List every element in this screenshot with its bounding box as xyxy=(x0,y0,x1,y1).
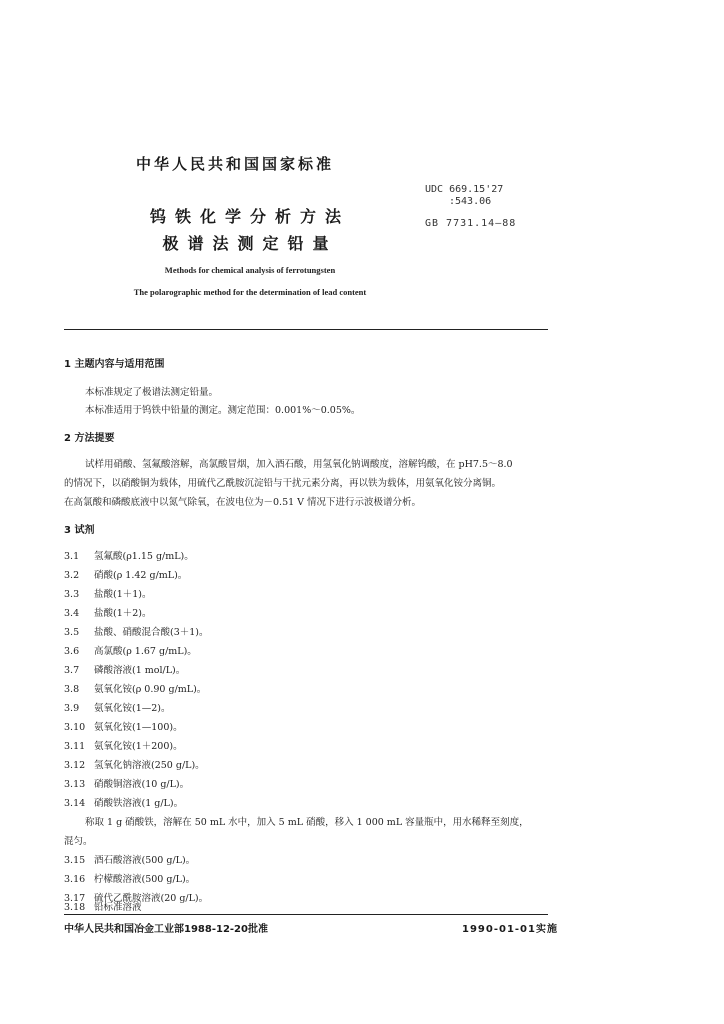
reagent-num: 3.17 xyxy=(64,893,86,904)
udc-line-1: UDC 669.15'27 xyxy=(425,184,504,195)
bottom-divider xyxy=(64,914,548,915)
reagent-item xyxy=(64,776,189,790)
top-divider xyxy=(64,329,548,330)
reagent-text: 氨氧化铵(ρ 0.90 g/mL)。 xyxy=(94,684,207,695)
reagent-item xyxy=(64,586,152,600)
reagent-item xyxy=(64,662,185,676)
reagent-text: 磷酸溶液(1 mol/L)。 xyxy=(94,665,186,676)
reagent-num: 3.3 xyxy=(64,589,80,600)
reagent-item xyxy=(64,899,142,913)
reagent-num: 3.11 xyxy=(64,741,86,752)
section-3-heading: 3 试剂 xyxy=(64,525,95,536)
reagent-num: 3.13 xyxy=(64,779,86,790)
reagent-item xyxy=(64,567,187,581)
reagent-text: 高氯酸(ρ 1.67 g/mL)。 xyxy=(94,646,197,657)
reagent-note-line: 称取 1 g 硝酸铁，溶解在 50 mL 水中，加入 5 mL 硝酸，移入 1 000 mL 容量瓶中，用水稀释至刻度， xyxy=(85,817,529,828)
section-1-heading: 1 主题内容与适用范围 xyxy=(64,359,165,370)
reagent-num: 3.6 xyxy=(64,646,80,657)
approval-line: 中华人民共和国冶金工业部1988-12-20批准 xyxy=(64,924,268,935)
section-2-line: 试样用硝酸、氢氟酸溶解，高氯酸冒烟，加入酒石酸，用氢氧化钠调酸度，溶解钨酸，在 pH7.5～8.0 xyxy=(85,459,513,470)
reagent-text: 氢氟酸(ρ1.15 g/mL)。 xyxy=(94,551,194,562)
reagent-note-line: 混匀。 xyxy=(64,836,93,847)
reagent-item xyxy=(64,700,171,714)
reagent-num: 3.15 xyxy=(64,855,86,866)
reagent-num: 3.2 xyxy=(64,570,80,581)
reagent-num: 3.12 xyxy=(64,760,86,771)
gb-number: GB 7731.14—88 xyxy=(425,218,517,229)
section-2-line: 在高氯酸和磷酸底液中以氮气除氧，在波电位为－0.51 V 情况下进行示波极谱分析。 xyxy=(64,497,422,508)
reagent-text: 酒石酸溶液(500 g/L)。 xyxy=(94,855,196,866)
reagent-text: 盐酸(1＋2)。 xyxy=(94,608,152,619)
reagent-item xyxy=(64,757,205,771)
reagent-text: 硝酸(ρ 1.42 g/mL)。 xyxy=(94,570,188,581)
reagent-text: 氨氧化铵(1—100)。 xyxy=(94,722,183,733)
reagent-text: 硫代乙酰胺溶液(20 g/L)。 xyxy=(94,893,209,904)
reagent-text: 盐酸(1＋1)。 xyxy=(94,589,152,600)
reagent-item xyxy=(64,643,197,657)
reagent-text: 盐酸、硝酸混合酸(3＋1)。 xyxy=(94,627,209,638)
reagent-text: 硝酸铜溶液(10 g/L)。 xyxy=(94,779,190,790)
udc-line-2: :543.06 xyxy=(449,196,492,207)
reagent-num: 3.9 xyxy=(64,703,80,714)
reagent-text: 氢氧化钠溶液(250 g/L)。 xyxy=(94,760,205,771)
reagent-item xyxy=(64,624,209,638)
reagent-text: 氨氧化铵(1＋200)。 xyxy=(94,741,183,752)
title-zh-line-2: 极谱法测定铅量 xyxy=(162,234,338,253)
section-1-line: 本标准规定了极谱法测定铅量。 xyxy=(85,387,219,398)
title-en-line-1: Methods for chemical analysis of ferrotungsten xyxy=(164,265,336,275)
section-1-line: 本标准适用于钨铁中铅量的测定。测定范围：0.001%～0.05%。 xyxy=(85,405,361,416)
reagent-text: 氨氧化铵(1—2)。 xyxy=(94,703,171,714)
reagent-num: 3.7 xyxy=(64,665,80,676)
reagent-text: 硝酸铁溶液(1 g/L)。 xyxy=(94,798,184,809)
reagent-num: 3.14 xyxy=(64,798,86,809)
section-2-line: 的情况下，以硝酸铜为载体，用硫代乙酰胺沉淀铅与干扰元素分离，再以铁为载体，用氨氧化铵分离铜。 xyxy=(64,478,502,489)
reagent-item xyxy=(64,795,183,809)
reagent-num: 3.4 xyxy=(64,608,80,619)
reagent-num: 3.1 xyxy=(64,551,80,562)
reagent-item xyxy=(64,738,183,752)
reagent-text: 铅标准溶液 xyxy=(94,902,142,913)
title-en-line-2: The polarographic method for the determination of lead content xyxy=(133,287,367,297)
effective-date: 1990-01-01实施 xyxy=(462,924,558,935)
title-zh-line-1: 钨铁化学分析方法 xyxy=(149,207,350,226)
reagent-num: 3.16 xyxy=(64,874,86,885)
reagent-num: 3.8 xyxy=(64,684,80,695)
standard-title: 中华人民共和国国家标准 xyxy=(135,155,334,173)
reagent-item xyxy=(64,548,194,562)
reagent-item xyxy=(64,871,195,885)
section-2-heading: 2 方法提要 xyxy=(64,433,115,444)
reagent-text: 柠檬酸溶液(500 g/L)。 xyxy=(94,874,196,885)
reagent-num: 3.5 xyxy=(64,627,80,638)
reagent-num: 3.18 xyxy=(64,902,86,913)
reagent-item xyxy=(64,681,206,695)
reagent-num: 3.10 xyxy=(64,722,86,733)
reagent-item xyxy=(64,605,152,619)
reagent-item xyxy=(64,852,195,866)
reagent-item xyxy=(64,719,183,733)
